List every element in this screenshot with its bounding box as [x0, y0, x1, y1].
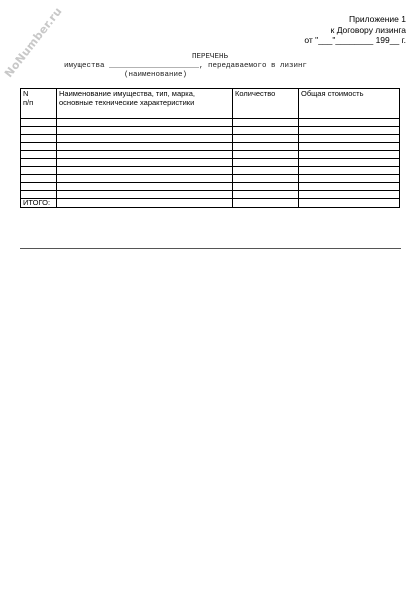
table-cell[interactable] [299, 167, 400, 175]
table-cell[interactable] [21, 183, 57, 191]
total-cell-cost [299, 199, 400, 208]
table-cell[interactable] [233, 119, 299, 127]
appendix-line-2: к Договору лизинга [330, 24, 406, 35]
table-cell[interactable] [57, 143, 233, 151]
table-cell[interactable] [233, 191, 299, 199]
table-cell[interactable] [299, 175, 400, 183]
table-cell[interactable] [57, 183, 233, 191]
watermark: NoNumber.ru [2, 4, 65, 81]
table-cell[interactable] [57, 135, 233, 143]
table-cell[interactable] [57, 175, 233, 183]
col-header-quantity: Количество [233, 89, 299, 119]
bottom-divider [20, 248, 401, 249]
document-title: ПЕРЕЧЕНЬ [191, 53, 228, 61]
table-cell[interactable] [57, 159, 233, 167]
table-cell[interactable] [299, 119, 400, 127]
table-cell[interactable] [57, 167, 233, 175]
table-cell[interactable] [299, 127, 400, 135]
table-cell[interactable] [233, 183, 299, 191]
table-row [21, 191, 400, 199]
table-cell[interactable] [233, 167, 299, 175]
table-cell[interactable] [21, 167, 57, 175]
total-label: ИТОГО: [21, 199, 57, 208]
table-row [21, 183, 400, 191]
table-cell[interactable] [233, 135, 299, 143]
table-cell[interactable] [233, 175, 299, 183]
table-cell[interactable] [299, 143, 400, 151]
table-cell[interactable] [233, 159, 299, 167]
total-cell-quantity [233, 199, 299, 208]
table-cell[interactable] [299, 135, 400, 143]
table-cell[interactable] [21, 119, 57, 127]
table-row [21, 175, 400, 183]
table-body [21, 119, 400, 208]
table-cell[interactable] [21, 159, 57, 167]
col-header-number [21, 89, 57, 119]
document-subtitle: имущества ____________________, передаваемого в лизинг [64, 62, 308, 70]
table-cell[interactable] [57, 127, 233, 135]
table-row [21, 143, 400, 151]
table-row [21, 127, 400, 135]
table-cell[interactable] [57, 119, 233, 127]
table-row [21, 167, 400, 175]
appendix-block [304, 14, 406, 46]
table-cell[interactable] [21, 175, 57, 183]
table-cell[interactable] [57, 151, 233, 159]
table-cell[interactable] [233, 143, 299, 151]
name-hint: (наименование) [124, 71, 188, 79]
table-cell[interactable] [299, 151, 400, 159]
table-cell[interactable] [21, 135, 57, 143]
table-cell[interactable] [299, 183, 400, 191]
table-header-row [21, 89, 400, 119]
table-cell[interactable] [233, 127, 299, 135]
table-row [21, 135, 400, 143]
property-table [20, 88, 400, 208]
appendix-line-3: от "___"________ 199__ г. [304, 35, 406, 45]
table-cell[interactable] [233, 151, 299, 159]
table-row [21, 119, 400, 127]
table-cell[interactable] [57, 191, 233, 199]
total-cell-name [57, 199, 233, 208]
table-row [21, 151, 400, 159]
col-header-total-cost: Общая стоимость [299, 89, 400, 119]
table-cell[interactable] [299, 191, 400, 199]
table-cell[interactable] [299, 159, 400, 167]
table-cell[interactable] [21, 151, 57, 159]
col-header-name: Наименование имущества, тип, марка, основные технические характеристики [57, 89, 233, 119]
col-header-number-text: N п/п [23, 89, 34, 107]
table-row [21, 159, 400, 167]
total-row [21, 199, 400, 208]
table-cell[interactable] [21, 127, 57, 135]
appendix-line-1: Приложение 1 [349, 14, 406, 24]
table-cell[interactable] [21, 143, 57, 151]
